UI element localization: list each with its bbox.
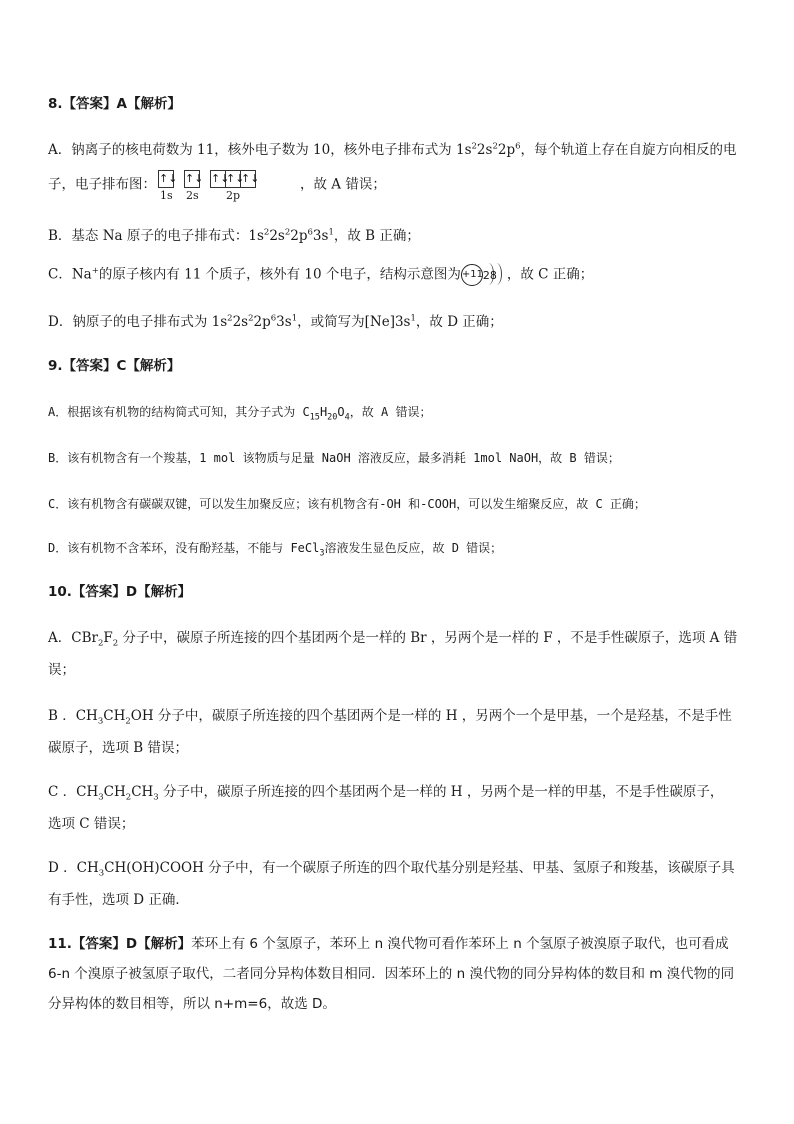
orbital-label-2p: 2p bbox=[226, 189, 241, 202]
shell-electron-counts: 28 bbox=[482, 269, 497, 282]
q10-option-c-line2: 选项 C 错误； bbox=[48, 816, 135, 832]
q9-option-b: B．该有机物含有一个羧基，1 mol 该物质与足量 NaOH 溶液反应，最多消耗 1mol NaOH，故 B 错误； bbox=[48, 451, 620, 465]
q10-option-b-line1: B ．$CH_3CH_2OH$ 分子中，碳原子所连接的四个基团两个是一样的 H ，另两个一个是甲基，一个是羟基，不是手性 bbox=[48, 708, 732, 727]
q8-option-b: B．基态 Na 原子的电子排布式：$1s^22s^22p^63s^1$，故 B 正确； bbox=[48, 227, 420, 244]
orbital-label-2s: 2s bbox=[186, 189, 199, 202]
orbital-2s-box: ↑↓ bbox=[184, 170, 200, 188]
sodium-ion-structure-diagram bbox=[461, 262, 507, 288]
q11-line3: 分异构体的数目相等，所以 n+m=6，故选 D。 bbox=[48, 996, 336, 1012]
orbital-2p-box: ↑↓ ↑↓ ↑↓ bbox=[210, 170, 256, 188]
q10-option-c-line1: C ．$CH_3CH_2CH_3$ 分子中，碳原子所连接的四个基团两个是一样的 H ，另两个是一样的甲基，不是手性碳原子， bbox=[48, 784, 724, 803]
q8-option-d: D．钠原子的电子排布式为 $1s^22s^22p^63s^1$，或简写为$[Ne]3s^1$，故 D 正确； bbox=[48, 313, 503, 330]
orbital-diagram bbox=[158, 170, 298, 200]
q9-heading: 9.【答案】C【解析】 bbox=[48, 358, 181, 374]
q9-option-d: D．该有机物不含苯环，没有酚羟基，不能与 FeCl$_3$溶液发生显色反应，故 D 错误； bbox=[48, 541, 503, 559]
q8-heading: 8.【答案】A【解析】 bbox=[48, 96, 181, 112]
q8-option-c: C．Na+的原子核内有 11 个质子，核外有 10 个电子，结构示意图为 +11 28 ，故 C 正确； bbox=[48, 262, 748, 288]
ion-nucleus: +11 bbox=[461, 264, 483, 286]
q10-option-a-line2: 误； bbox=[48, 662, 75, 678]
q11-line1: 11.【答案】D【解析】苯环上有 6 个氢原子，苯环上 n 溴代物可看作苯环上 n 个氢原子被溴原子取代，也可看成 bbox=[48, 936, 729, 952]
q10-option-d-line2: 有手性，选项 D 正确． bbox=[48, 892, 189, 908]
orbital-label-1s: 1s bbox=[160, 189, 173, 202]
q9-option-c: C．该有机物含有碳碳双键，可以发生加聚反应；该有机物含有-OH 和-COOH，可以发生缩聚反应，故 C 正确； bbox=[48, 497, 646, 511]
q10-option-a-line1: A．$CBr_2F_2$ 分子中，碳原子所连接的四个基团两个是一样的 Br ，另两个是一样的 F ，不是手性碳原子，选项 A 错 bbox=[48, 630, 738, 649]
q11-line2: 6-n 个溴原子被氢原子取代，二者同分异构体数目相同．因苯环上的 n 溴代物的同分异构体的数目和 m 溴代物的同 bbox=[48, 966, 735, 982]
q8-option-a-line2: 子，电子排布图： ↑↓ ↑↓ ↑↓ ↑↓ ↑↓ 1s 2s 2p ，故 A 错误； bbox=[48, 170, 748, 202]
q10-heading: 10.【答案】D【解析】 bbox=[48, 584, 192, 600]
q9-option-a: A．根据该有机物的结构简式可知，其分子式为 $C_{15}H_{20}O_4$，故 A 错误； bbox=[48, 405, 432, 423]
q11-heading: 11.【答案】D【解析】 bbox=[48, 936, 192, 952]
q8-option-a-line1: A．钠离子的核电荷数为 11，核外电子数为 10，核外电子排布式为 $1s^22s^22p^6$，每个轨道上存在自旋方向相反的电 bbox=[48, 141, 737, 158]
q10-option-d-line1: D ．$CH_3CH(OH)COOH$ 分子中，有一个碳原子所连的四个取代基分别是羟基、甲基、氢原子和羧基，该碳原子具 bbox=[48, 860, 735, 879]
orbital-1s-box: ↑↓ bbox=[158, 170, 174, 188]
q10-option-b-line2: 碳原子，选项 B 错误； bbox=[48, 740, 189, 756]
